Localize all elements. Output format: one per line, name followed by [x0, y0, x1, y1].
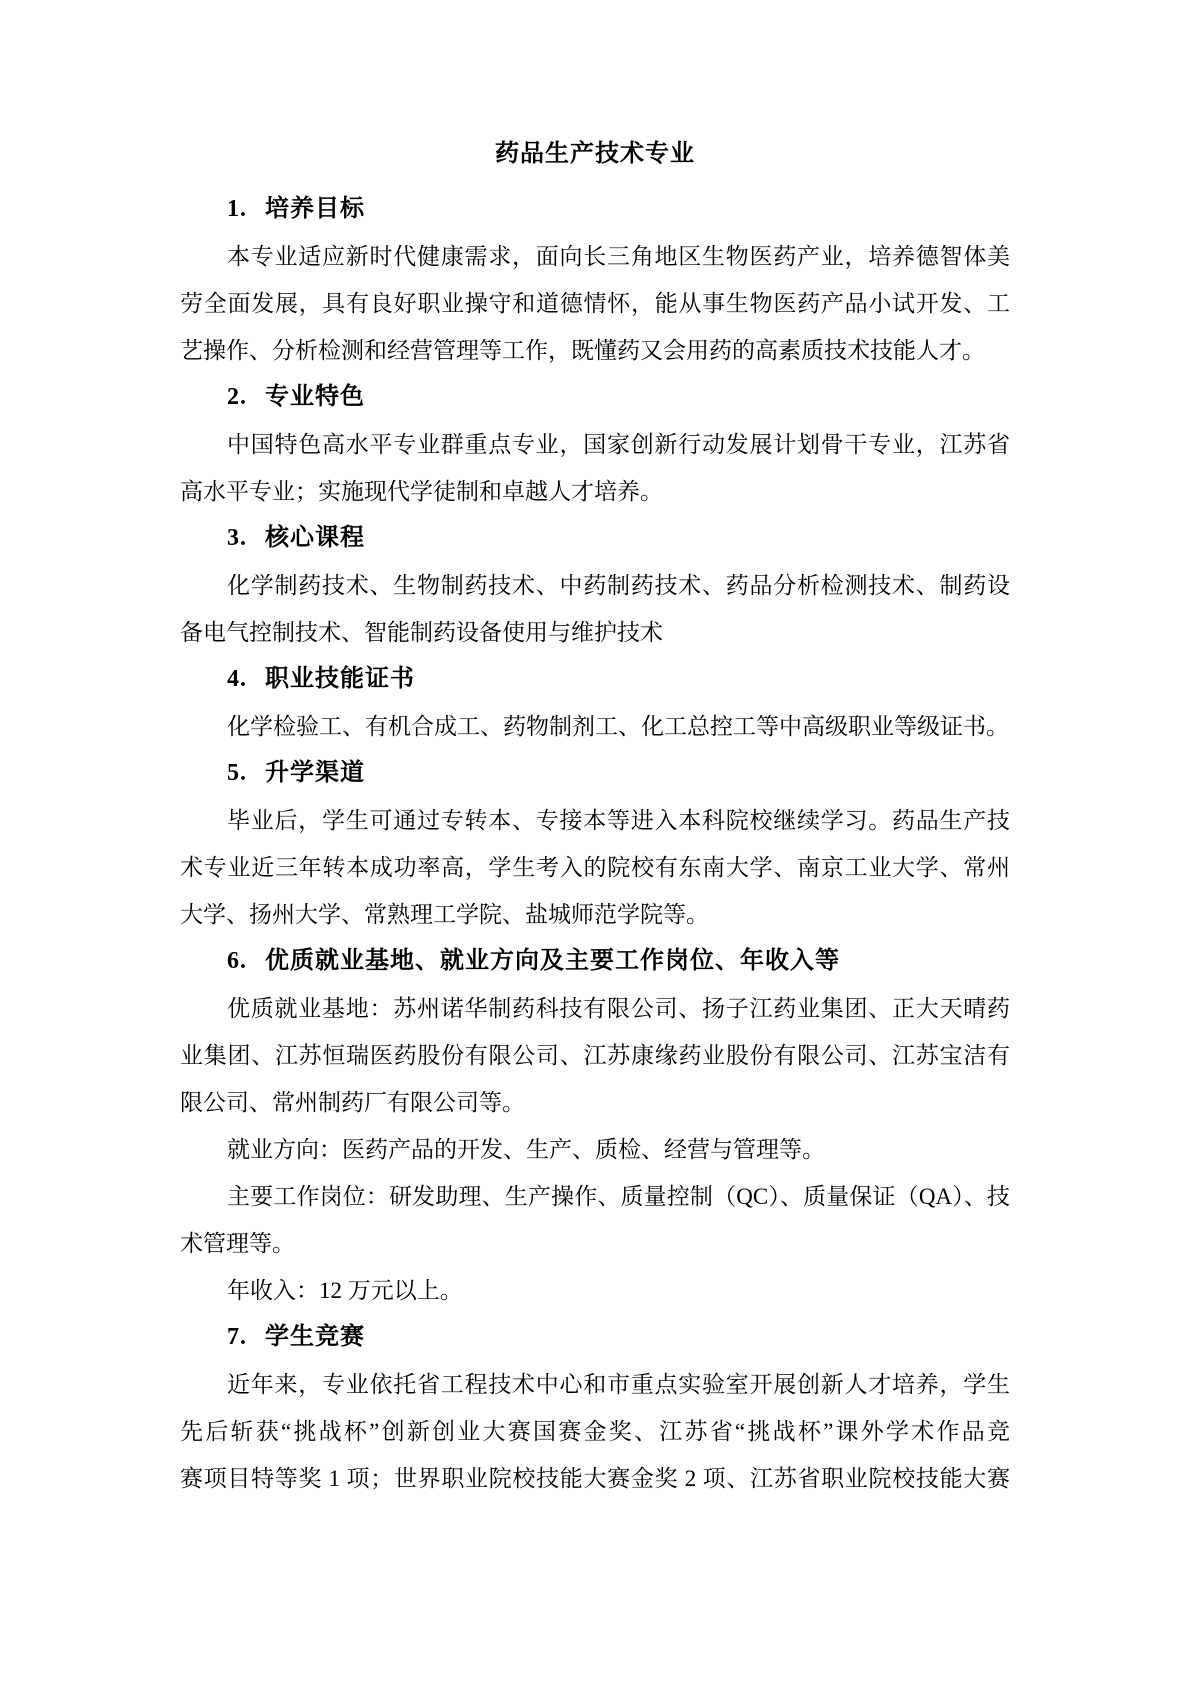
paragraph-line: 优质就业基地：苏州诺华制药科技有限公司、扬子江药业集团、正大天晴药 [227, 996, 1010, 1021]
section-number: 7. [227, 1324, 247, 1350]
paragraph-line: 业集团、江苏恒瑞医药股份有限公司、江苏康缘药业股份有限公司、江苏宝洁有 [180, 1043, 1010, 1068]
section-number: 5. [227, 760, 247, 786]
section-heading [180, 374, 1010, 421]
section-heading-text: 培养目标 [265, 196, 365, 222]
paragraph [180, 1173, 1010, 1267]
section-number: 2. [227, 384, 247, 410]
section-heading-text: 核心课程 [265, 525, 365, 551]
paragraph-line: 毕业后，学生可通过专转本、专接本等进入本科院校继续学习。药品生产技 [227, 808, 1010, 833]
paragraph-line: 近年来，专业依托省工程技术中心和市重点实验室开展创新人才培养，学生 [227, 1372, 1010, 1397]
paragraph [180, 421, 1010, 515]
section-heading-text: 职业技能证书 [265, 666, 415, 692]
paragraph-line: 大学、扬州大学、常熟理工学院、盐城师范学院等。 [180, 902, 709, 927]
paragraph-line: 备电气控制技术、智能制药设备使用与维护技术 [180, 620, 663, 645]
section-number: 1. [227, 196, 247, 222]
paragraph-line: 术专业近三年转本成功率高，学生考入的院校有东南大学、南京工业大学、常州 [180, 855, 1010, 880]
section-5 [180, 750, 1010, 938]
section-1 [180, 186, 1010, 374]
paragraph-line: 高水平专业；实施现代学徒制和卓越人才培养。 [180, 479, 663, 504]
paragraph-line: 赛项目特等奖 1 项；世界职业院校技能大赛金奖 2 项、江苏省职业院校技能大赛 [180, 1466, 1010, 1491]
paragraph [180, 703, 1010, 750]
section-heading [180, 186, 1010, 233]
paragraph [180, 1267, 1010, 1314]
paragraph-line: 年收入：12 万元以上。 [227, 1278, 463, 1303]
section-heading [180, 515, 1010, 562]
section-number: 4. [227, 666, 247, 692]
section-4 [180, 656, 1010, 750]
paragraph [180, 985, 1010, 1126]
section-2 [180, 374, 1010, 515]
section-heading-text: 学生竞赛 [265, 1324, 365, 1350]
paragraph-line: 先后斩获“挑战杯”创新创业大赛国赛金奖、江苏省“挑战杯”课外学术作品竞 [180, 1419, 1010, 1444]
paragraph-line: 本专业适应新时代健康需求，面向长三角地区生物医药产业，培养德智体美 [227, 244, 1010, 269]
paragraph [180, 562, 1010, 656]
section-heading-text: 优质就业基地、就业方向及主要工作岗位、年收入等 [265, 948, 840, 974]
section-heading-text: 专业特色 [265, 384, 365, 410]
section-7 [180, 1314, 1010, 1502]
paragraph-line: 中国特色高水平专业群重点专业，国家创新行动发展计划骨干专业，江苏省 [227, 432, 1010, 457]
paragraph [180, 1126, 1010, 1173]
paragraph-line: 术管理等。 [180, 1231, 295, 1256]
paragraph-line: 主要工作岗位：研发助理、生产操作、质量控制（QC）、质量保证（QA）、技 [227, 1184, 1010, 1209]
section-heading-text: 升学渠道 [265, 760, 365, 786]
document-title: 药品生产技术专业 [495, 141, 695, 167]
paragraph-line: 化学制药技术、生物制药技术、中药制药技术、药品分析检测技术、制药设 [227, 573, 1010, 598]
paragraph [180, 1361, 1010, 1502]
section-3 [180, 515, 1010, 656]
section-heading [180, 656, 1010, 703]
section-heading [180, 938, 1010, 985]
section-heading [180, 1314, 1010, 1361]
section-heading [180, 750, 1010, 797]
paragraph-line: 劳全面发展，具有良好职业操守和道德情怀，能从事生物医药产品小试开发、工 [180, 291, 1010, 316]
document-body [180, 186, 1010, 1502]
paragraph-line: 限公司、常州制药厂有限公司等。 [180, 1090, 525, 1115]
paragraph-line: 化学检验工、有机合成工、药物制剂工、化工总控工等中高级职业等级证书。 [227, 714, 1009, 739]
paragraph [180, 797, 1010, 938]
section-6 [180, 938, 1010, 1314]
paragraph-line: 就业方向：医药产品的开发、生产、质检、经营与管理等。 [227, 1137, 825, 1162]
section-number: 3. [227, 525, 247, 551]
section-number: 6. [227, 948, 247, 974]
paragraph-line: 艺操作、分析检测和经营管理等工作，既懂药又会用药的高素质技术技能人才。 [180, 338, 985, 363]
paragraph [180, 233, 1010, 374]
